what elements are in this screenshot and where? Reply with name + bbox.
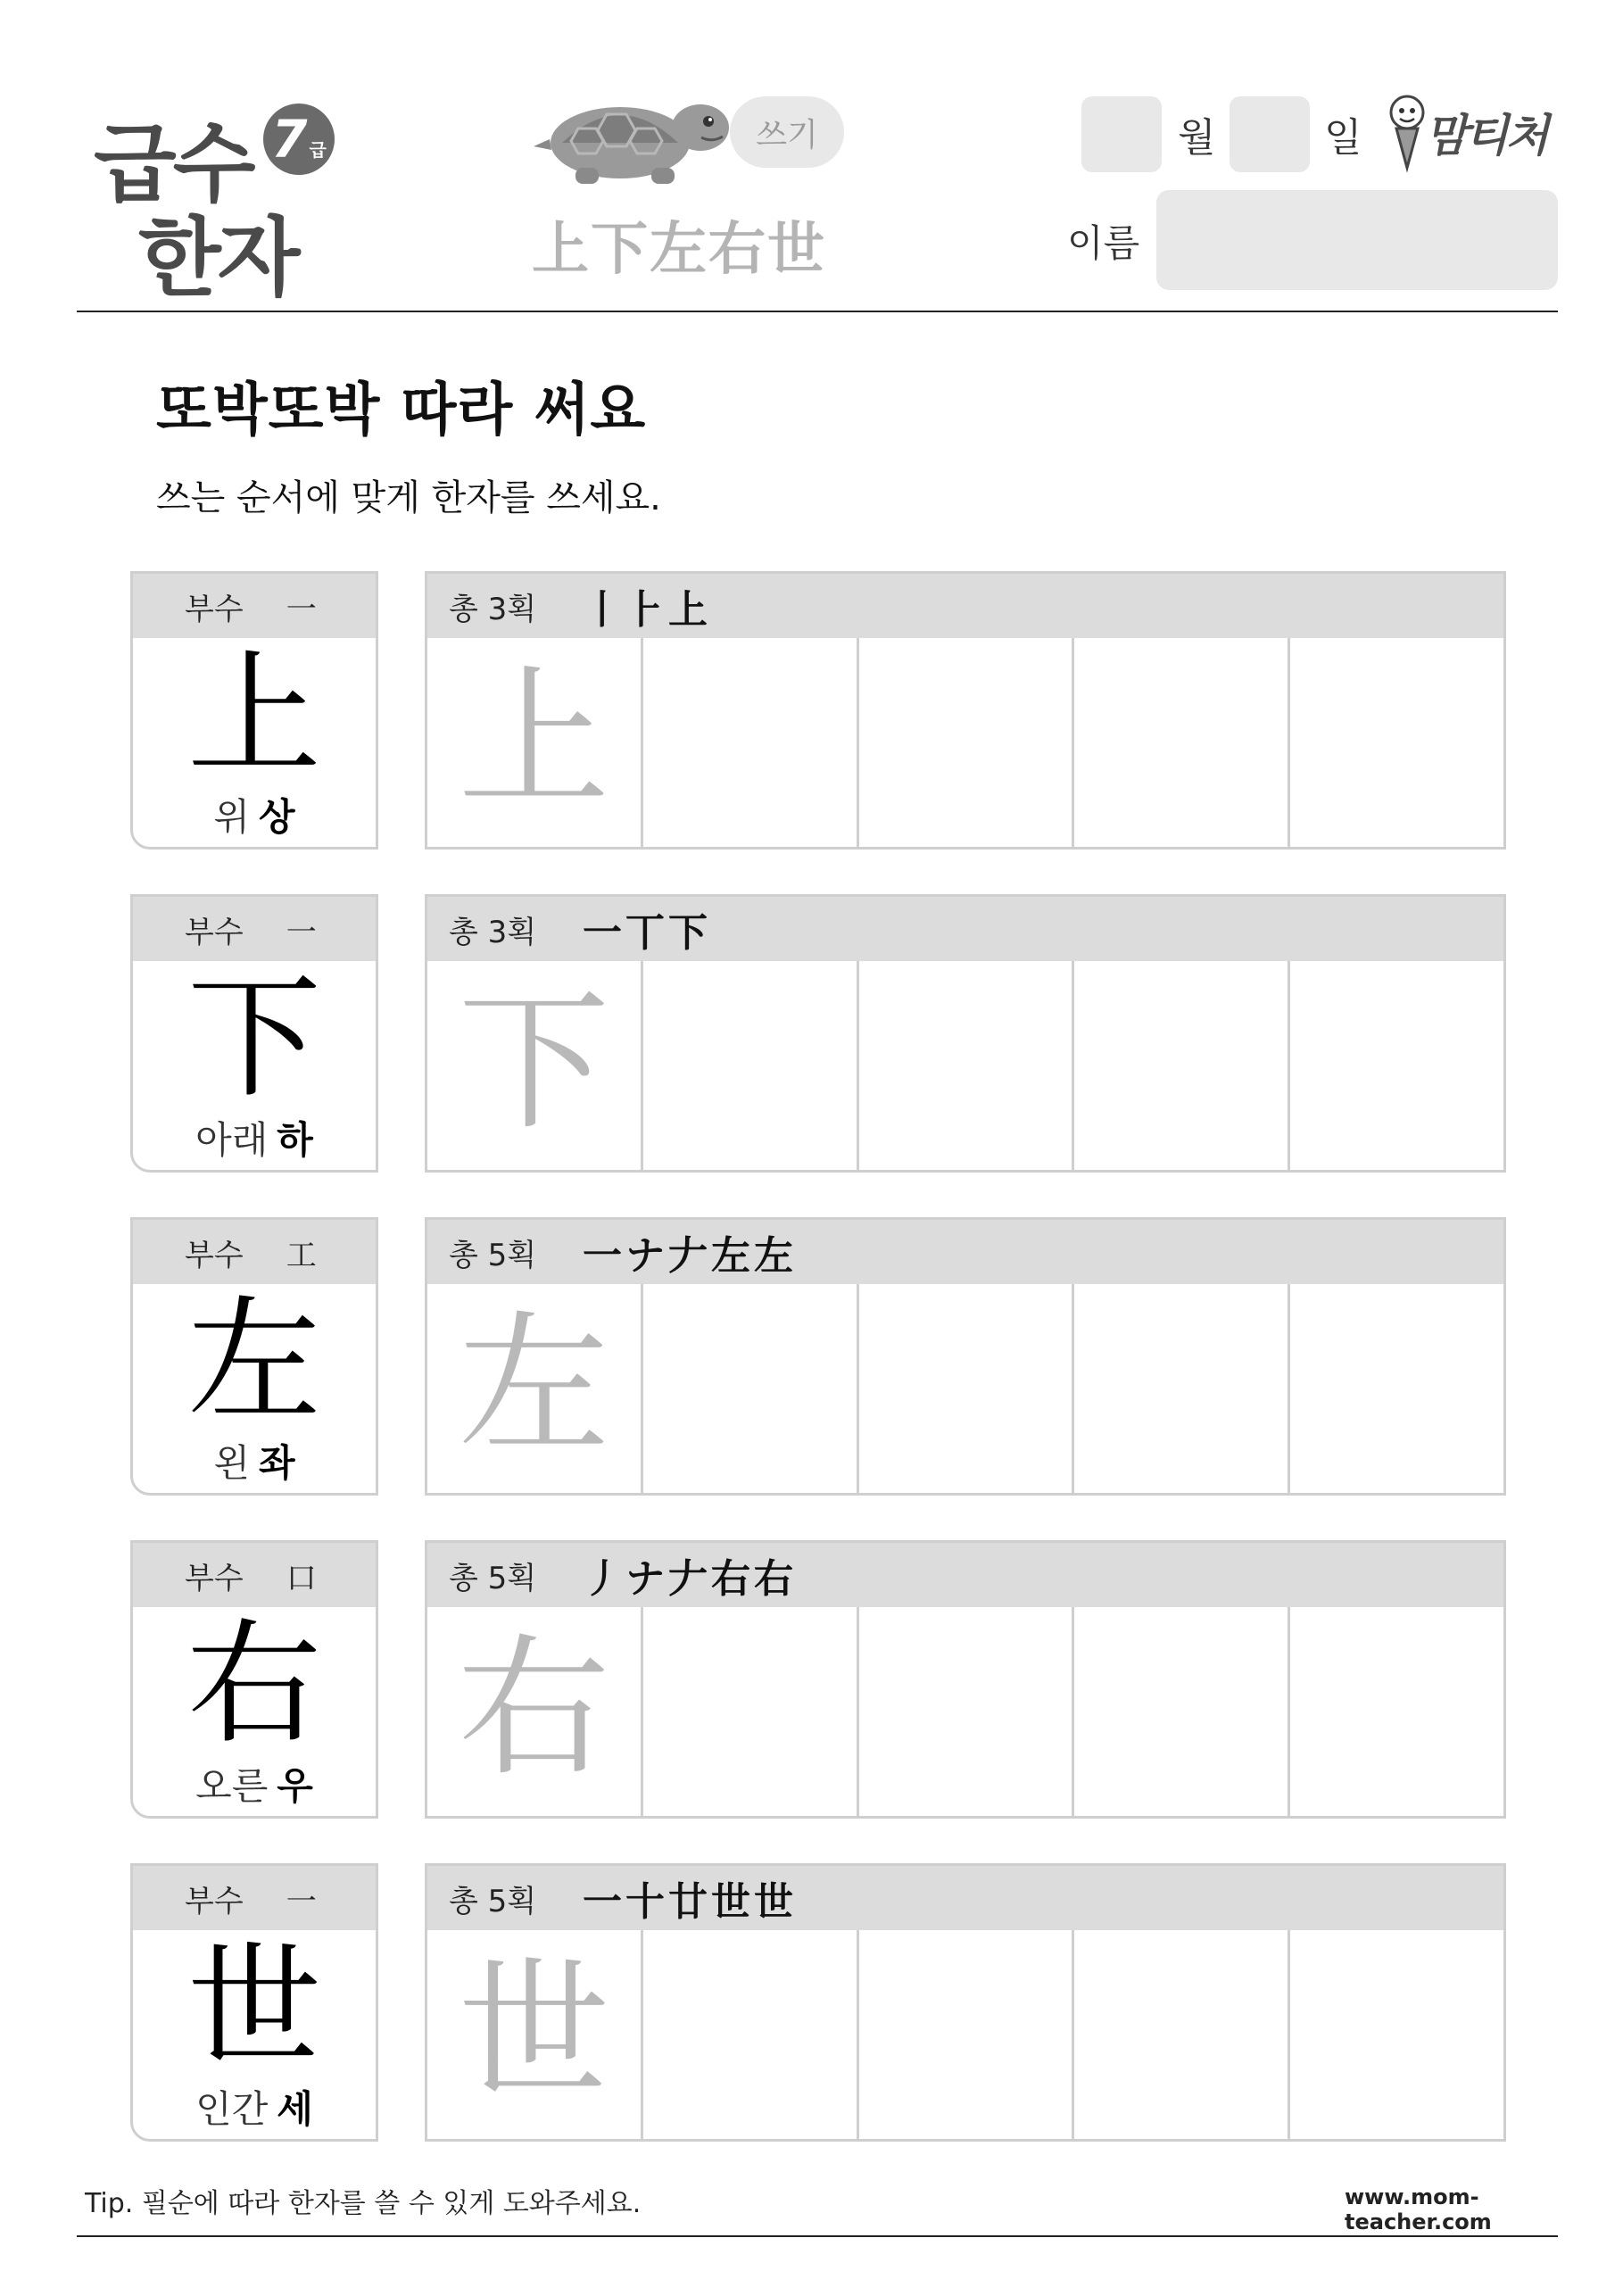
writing-cell[interactable] xyxy=(859,1284,1075,1493)
character-row xyxy=(0,1863,1623,2149)
sound: 하 xyxy=(277,1118,313,1162)
brand-text: 맘티처 xyxy=(1425,110,1546,162)
model-character: 上 xyxy=(186,638,321,793)
stroke-order: 丨⺊上 xyxy=(583,587,711,633)
character-row xyxy=(0,571,1623,857)
pencil-mascot-icon xyxy=(1387,93,1427,173)
sound: 세 xyxy=(277,2087,313,2131)
trace-cell[interactable] xyxy=(427,1607,643,1816)
worksheet-title: 또박또박 따라 써요 xyxy=(156,377,647,443)
stroke-count: 총 5획 xyxy=(449,1237,537,1273)
stroke-count: 총 3획 xyxy=(449,591,537,627)
logo-bottom-text: 한자 xyxy=(138,208,297,308)
trace-cell[interactable] xyxy=(427,961,643,1170)
trace-cell[interactable] xyxy=(427,1930,643,2139)
trace-character: 下 xyxy=(458,974,610,1151)
character-row xyxy=(0,894,1623,1180)
practice-grid xyxy=(425,1863,1506,2142)
practice-grid xyxy=(425,1217,1506,1496)
stroke-header xyxy=(427,1866,1503,1930)
meaning: 아래 xyxy=(195,1118,269,1162)
model-character: 右 xyxy=(186,1607,321,1762)
writing-cell[interactable] xyxy=(1290,1930,1503,2139)
stroke-header xyxy=(427,897,1503,961)
radical-header xyxy=(133,1543,376,1607)
writing-cell[interactable] xyxy=(1290,638,1503,847)
brand-logo xyxy=(1387,93,1566,173)
writing-cell[interactable] xyxy=(1074,1607,1290,1816)
radical-label: 부수 xyxy=(185,1883,244,1919)
meaning: 왼 xyxy=(213,1441,250,1485)
grade-number: 7 xyxy=(271,109,308,170)
trace-character: 右 xyxy=(458,1620,610,1797)
writing-cell[interactable] xyxy=(1074,1284,1290,1493)
sound: 좌 xyxy=(259,1441,295,1485)
character-row xyxy=(0,1217,1623,1503)
practice-grid xyxy=(425,1540,1506,1819)
instruction-text: 쓰는 순서에 맞게 한자를 쓰세요. xyxy=(156,477,661,518)
model-character: 左 xyxy=(186,1284,321,1439)
stroke-header xyxy=(427,1543,1503,1607)
meaning-sound xyxy=(133,1111,376,1165)
radical-header xyxy=(133,574,376,638)
activity-bubble: 쓰기 xyxy=(730,96,844,168)
stroke-count: 총 5획 xyxy=(449,1883,537,1919)
writing-cell[interactable] xyxy=(643,638,859,847)
writing-cell[interactable] xyxy=(1074,1930,1290,2139)
stroke-count: 총 3획 xyxy=(449,914,537,950)
writing-cell[interactable] xyxy=(643,1607,859,1816)
grade-badge xyxy=(263,104,335,175)
month-input-box[interactable] xyxy=(1081,96,1162,172)
sound: 상 xyxy=(259,795,295,839)
character-card xyxy=(130,571,378,850)
writing-cell[interactable] xyxy=(1290,1284,1503,1493)
hanja-subtitle: 上下左右世 xyxy=(532,216,826,283)
radical-label: 부수 xyxy=(185,914,244,950)
writing-cell[interactable] xyxy=(1290,961,1503,1170)
trace-character: 左 xyxy=(458,1297,610,1474)
radical-character: 一 xyxy=(286,591,317,627)
grade-unit: 급 xyxy=(309,138,327,161)
radical-character: 口 xyxy=(286,1560,317,1596)
meaning: 인간 xyxy=(195,2087,269,2131)
writing-cell[interactable] xyxy=(643,1930,859,2139)
character-card xyxy=(130,1863,378,2142)
stroke-order: 一十廿世世 xyxy=(583,1879,797,1925)
writing-cell[interactable] xyxy=(643,961,859,1170)
character-card xyxy=(130,1217,378,1496)
footer-divider xyxy=(77,2235,1558,2237)
practice-grid xyxy=(425,894,1506,1173)
stroke-header xyxy=(427,1220,1503,1284)
writing-cell[interactable] xyxy=(859,961,1075,1170)
meaning: 오른 xyxy=(195,1764,269,1808)
writing-cell[interactable] xyxy=(643,1284,859,1493)
meaning-sound xyxy=(133,2080,376,2134)
character-card xyxy=(130,894,378,1173)
trace-character: 上 xyxy=(458,651,610,828)
meaning-sound xyxy=(133,788,376,841)
meaning-sound xyxy=(133,1757,376,1811)
radical-header xyxy=(133,1866,376,1930)
stroke-order: 一丅下 xyxy=(583,910,711,956)
month-label: 월 xyxy=(1178,115,1216,161)
series-logo xyxy=(85,96,335,308)
tip-text: Tip. 필순에 따라 한자를 쓸 수 있게 도와주세요. xyxy=(85,2188,642,2219)
writing-cell[interactable] xyxy=(1074,638,1290,847)
trace-cell[interactable] xyxy=(427,638,643,847)
stroke-count: 총 5획 xyxy=(449,1560,537,1596)
logo-top-text: 급수 xyxy=(94,114,253,214)
writing-cell[interactable] xyxy=(859,638,1075,847)
meaning-sound xyxy=(133,1434,376,1488)
radical-character: 一 xyxy=(286,914,317,950)
stroke-order: 丿ナ𠂇右右 xyxy=(583,1556,797,1602)
practice-grid xyxy=(425,571,1506,850)
stroke-header xyxy=(427,574,1503,638)
turtle-icon xyxy=(526,87,732,186)
writing-cell[interactable] xyxy=(1074,961,1290,1170)
header-divider xyxy=(77,311,1558,312)
radical-character: 工 xyxy=(286,1237,317,1273)
radical-header xyxy=(133,897,376,961)
meaning: 위 xyxy=(213,795,250,839)
day-input-box[interactable] xyxy=(1230,96,1310,172)
radical-label: 부수 xyxy=(185,591,244,627)
writing-cell[interactable] xyxy=(859,1607,1075,1816)
website-link[interactable]: www.mom-teacher.com xyxy=(1345,2184,1492,2234)
stroke-order: 一ナ𠂇左左 xyxy=(583,1233,797,1279)
name-input-box[interactable] xyxy=(1156,190,1558,290)
character-row xyxy=(0,1540,1623,1826)
model-character: 下 xyxy=(186,961,321,1116)
radical-label: 부수 xyxy=(185,1560,244,1596)
name-label: 이름 xyxy=(1067,221,1140,265)
trace-cell[interactable] xyxy=(427,1284,643,1493)
radical-label: 부수 xyxy=(185,1237,244,1273)
sound: 우 xyxy=(277,1764,313,1808)
day-label: 일 xyxy=(1324,115,1362,161)
writing-cell[interactable] xyxy=(1290,1607,1503,1816)
trace-character: 世 xyxy=(458,1944,610,2120)
model-character: 世 xyxy=(186,1930,321,2085)
radical-header xyxy=(133,1220,376,1284)
radical-character: 一 xyxy=(286,1883,317,1919)
writing-cell[interactable] xyxy=(859,1930,1075,2139)
character-card xyxy=(130,1540,378,1819)
